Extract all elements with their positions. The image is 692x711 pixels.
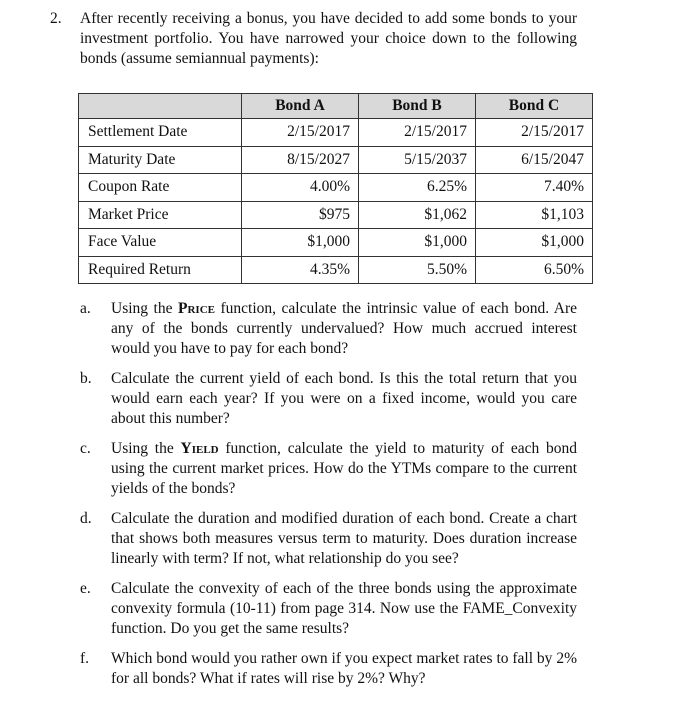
list-item [0, 369, 692, 429]
table-row [79, 201, 593, 229]
row-label: Coupon Rate [79, 174, 242, 202]
part-text: Which bond would you rather own if you expect market rates to fall by 2% for all bonds? What if rates will rise by 2%? Why? [111, 650, 577, 687]
part-letter: a. [80, 300, 91, 317]
cell-bond-a: 8/15/2027 [242, 146, 359, 174]
list-item [0, 509, 692, 569]
cell-bond-a: $1,000 [242, 229, 359, 257]
part-text-post: function, calculate the yield to maturity of each bond using the current market prices. How do the YTMs compare to the current yields of the bonds? [111, 440, 578, 497]
part-letter: d. [80, 510, 92, 527]
cell-bond-b: $1,062 [359, 201, 476, 229]
list-item [0, 649, 692, 689]
header-bond-c: Bond C [476, 94, 593, 119]
question-intro: After recently receiving a bonus, you have decided to add some bonds to your investment portfolio. You have narrowed your choice down to the following bonds (assume semiannual payments): [80, 10, 577, 67]
cell-bond-a: $975 [242, 201, 359, 229]
cell-bond-c: 2/15/2017 [476, 119, 593, 147]
cell-bond-c: 6/15/2047 [476, 146, 593, 174]
cell-bond-b: $1,000 [359, 229, 476, 257]
cell-bond-b: 2/15/2017 [359, 119, 476, 147]
table-row [79, 229, 593, 257]
table-row [79, 174, 593, 202]
part-text: Calculate the convexity of each of the three bonds using the approximate convexity formula (10-11) from page 314. Now use the FAME_Convexity function. Do you get the same results? [111, 580, 577, 637]
table-row [79, 256, 593, 284]
cell-bond-c: 6.50% [476, 256, 593, 284]
part-keyword: Yield [180, 440, 219, 457]
row-label: Market Price [79, 201, 242, 229]
part-text: Calculate the duration and modified duration of each bond. Create a chart that shows both measures versus term to maturity. Does duration increase linearly with term? If not, what relationship do you see? [111, 510, 577, 567]
cell-bond-c: $1,000 [476, 229, 593, 257]
part-letter: c. [80, 440, 91, 457]
part-text-pre: Using the [111, 440, 181, 457]
cell-bond-a: 4.35% [242, 256, 359, 284]
cell-bond-c: $1,103 [476, 201, 593, 229]
list-item [0, 439, 692, 499]
list-item [0, 299, 692, 359]
header-bond-a: Bond A [242, 94, 359, 119]
question-number: 2. [50, 10, 62, 27]
part-letter: e. [80, 580, 91, 597]
row-label: Maturity Date [79, 146, 242, 174]
bond-table [78, 93, 593, 284]
part-text [111, 299, 577, 359]
part-text-pre: Using the [111, 300, 178, 317]
row-label: Face Value [79, 229, 242, 257]
row-label: Required Return [79, 256, 242, 284]
part-keyword: Price [178, 300, 215, 317]
cell-bond-b: 5.50% [359, 256, 476, 284]
part-text [111, 439, 577, 499]
table-row [79, 119, 593, 147]
part-letter: b. [80, 370, 92, 387]
cell-bond-a: 2/15/2017 [242, 119, 359, 147]
question-parts [0, 299, 692, 699]
row-label: Settlement Date [79, 119, 242, 147]
part-text: Calculate the current yield of each bond. Is this the total return that you would earn each year? If you were on a fixed income, would you care about this number? [111, 370, 577, 427]
cell-bond-b: 6.25% [359, 174, 476, 202]
part-text-post: function, calculate the intrinsic value of each bond. Are any of the bonds currently undervalued? How much accrued interest would you have to pay for each bond? [111, 300, 578, 357]
cell-bond-b: 5/15/2037 [359, 146, 476, 174]
cell-bond-a: 4.00% [242, 174, 359, 202]
header-bond-b: Bond B [359, 94, 476, 119]
cell-bond-c: 7.40% [476, 174, 593, 202]
header-empty-cell [79, 94, 242, 119]
table-row [79, 146, 593, 174]
part-letter: f. [80, 650, 90, 667]
list-item [0, 579, 692, 639]
table-header-row [79, 94, 593, 119]
